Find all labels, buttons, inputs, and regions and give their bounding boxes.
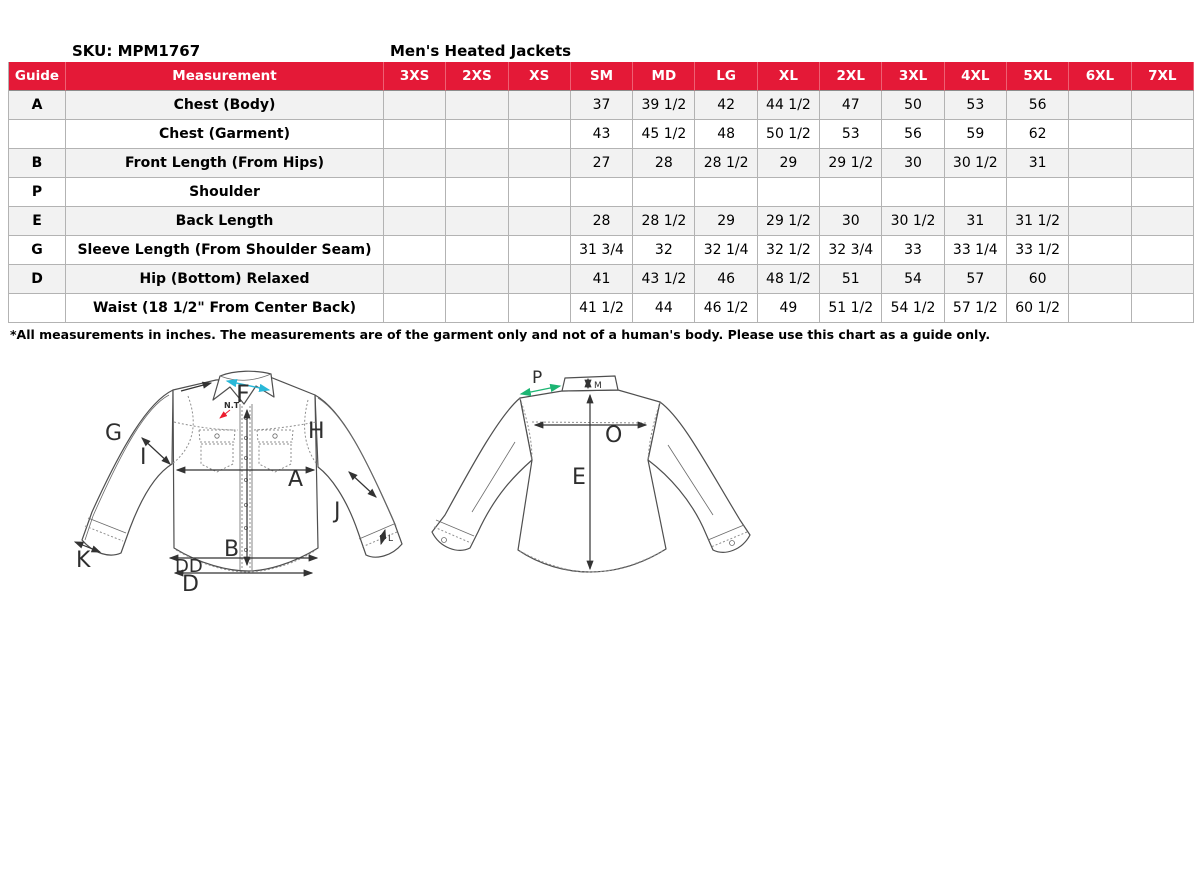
header-row	[9, 62, 1194, 91]
measurement-cell: Front Length (From Hips)	[66, 149, 384, 178]
size-value-cell: 27	[571, 149, 633, 178]
sku-label: SKU: MPM1767	[72, 42, 201, 60]
size-value-cell	[758, 178, 820, 207]
guide-cell: B	[9, 149, 66, 178]
size-value-cell	[384, 236, 446, 265]
column-header-7xl: 7XL	[1132, 62, 1194, 91]
size-value-cell	[446, 120, 508, 149]
table-row	[9, 91, 1194, 120]
size-value-cell: 42	[695, 91, 757, 120]
size-value-cell: 54 1/2	[882, 294, 944, 323]
size-value-cell	[1132, 236, 1194, 265]
size-value-cell: 62	[1007, 120, 1069, 149]
size-value-cell: 53	[820, 120, 882, 149]
size-value-cell	[384, 294, 446, 323]
measurement-cell: Chest (Garment)	[66, 120, 384, 149]
label-h: H	[308, 419, 325, 444]
size-value-cell	[1132, 149, 1194, 178]
size-value-cell: 50	[882, 91, 944, 120]
size-value-cell: 32 1/4	[695, 236, 757, 265]
size-value-cell	[1132, 178, 1194, 207]
size-value-cell: 54	[882, 265, 944, 294]
size-value-cell: 59	[945, 120, 1007, 149]
table-row	[9, 149, 1194, 178]
guide-cell	[9, 294, 66, 323]
size-value-cell: 60	[1007, 265, 1069, 294]
label-k: K	[76, 548, 91, 573]
column-header-guide: Guide	[9, 62, 66, 91]
measurement-cell: Shoulder	[66, 178, 384, 207]
label-dd: DD	[175, 556, 203, 577]
size-value-cell: 30	[882, 149, 944, 178]
label-p: P	[532, 368, 543, 388]
table-row	[9, 178, 1194, 207]
back-jacket-diagram	[420, 360, 780, 610]
size-value-cell	[509, 178, 571, 207]
size-value-cell: 57 1/2	[945, 294, 1007, 323]
size-value-cell	[384, 149, 446, 178]
size-value-cell	[509, 149, 571, 178]
column-header-3xs: 3XS	[384, 62, 446, 91]
guide-cell: G	[9, 236, 66, 265]
size-value-cell	[384, 120, 446, 149]
guide-cell	[9, 120, 66, 149]
size-value-cell: 28	[633, 149, 695, 178]
measurement-cell: Waist (18 1/2" From Center Back)	[66, 294, 384, 323]
size-value-cell	[820, 178, 882, 207]
column-header-2xl: 2XL	[820, 62, 882, 91]
label-i: I	[140, 445, 147, 470]
size-value-cell: 51	[820, 265, 882, 294]
size-value-cell	[1069, 91, 1131, 120]
size-value-cell	[446, 207, 508, 236]
size-value-cell	[384, 207, 446, 236]
size-value-cell	[1069, 207, 1131, 236]
size-value-cell: 31 3/4	[571, 236, 633, 265]
size-value-cell: 44 1/2	[758, 91, 820, 120]
size-value-cell: 37	[571, 91, 633, 120]
column-header-xs: XS	[509, 62, 571, 91]
size-value-cell	[446, 178, 508, 207]
size-value-cell	[1132, 207, 1194, 236]
size-chart-table-wrap	[8, 62, 1194, 323]
measurement-cell: Hip (Bottom) Relaxed	[66, 265, 384, 294]
size-value-cell: 57	[945, 265, 1007, 294]
size-value-cell	[509, 120, 571, 149]
size-value-cell	[1069, 236, 1131, 265]
size-value-cell	[384, 178, 446, 207]
size-value-cell	[945, 178, 1007, 207]
size-value-cell	[695, 178, 757, 207]
size-value-cell: 49	[758, 294, 820, 323]
size-value-cell	[1132, 91, 1194, 120]
size-value-cell	[1069, 265, 1131, 294]
size-value-cell: 43 1/2	[633, 265, 695, 294]
size-value-cell: 30	[820, 207, 882, 236]
size-value-cell	[446, 91, 508, 120]
label-g: G	[105, 421, 123, 446]
size-value-cell: 29	[758, 149, 820, 178]
label-b: B	[224, 537, 240, 562]
measurement-cell: Chest (Body)	[66, 91, 384, 120]
size-value-cell: 33	[882, 236, 944, 265]
size-value-cell: 29 1/2	[820, 149, 882, 178]
size-value-cell: 45 1/2	[633, 120, 695, 149]
size-value-cell	[633, 178, 695, 207]
size-value-cell	[509, 294, 571, 323]
column-header-sm: SM	[571, 62, 633, 91]
size-value-cell	[509, 236, 571, 265]
size-value-cell: 32 3/4	[820, 236, 882, 265]
guide-cell: E	[9, 207, 66, 236]
back-jacket-outline	[432, 376, 750, 572]
column-header-xl: XL	[758, 62, 820, 91]
table-row	[9, 120, 1194, 149]
column-header-md: MD	[633, 62, 695, 91]
size-value-cell	[1069, 178, 1131, 207]
label-j: J	[334, 499, 341, 524]
size-chart-table	[8, 62, 1194, 323]
label-f: F	[236, 380, 250, 408]
size-value-cell: 53	[945, 91, 1007, 120]
label-nt: N.T	[224, 401, 240, 410]
guide-cell: P	[9, 178, 66, 207]
size-value-cell: 29	[695, 207, 757, 236]
size-value-cell	[509, 91, 571, 120]
column-header-2xs: 2XS	[446, 62, 508, 91]
size-value-cell: 31 1/2	[1007, 207, 1069, 236]
size-value-cell: 28	[571, 207, 633, 236]
size-value-cell: 46 1/2	[695, 294, 757, 323]
label-l: L	[388, 534, 394, 544]
size-value-cell	[1132, 265, 1194, 294]
size-value-cell	[1132, 120, 1194, 149]
size-value-cell	[446, 236, 508, 265]
size-value-cell: 28 1/2	[633, 207, 695, 236]
label-d: D	[182, 572, 199, 597]
table-row	[9, 207, 1194, 236]
size-value-cell	[446, 265, 508, 294]
table-row	[9, 236, 1194, 265]
size-value-cell	[571, 178, 633, 207]
size-value-cell: 47	[820, 91, 882, 120]
label-a: A	[288, 467, 304, 492]
guide-cell: D	[9, 265, 66, 294]
guide-cell: A	[9, 91, 66, 120]
column-header-measurement: Measurement	[66, 62, 384, 91]
table-row	[9, 294, 1194, 323]
size-value-cell	[384, 265, 446, 294]
size-value-cell: 31	[945, 207, 1007, 236]
size-value-cell: 48 1/2	[758, 265, 820, 294]
column-header-lg: LG	[695, 62, 757, 91]
size-value-cell: 29 1/2	[758, 207, 820, 236]
measurement-cell: Back Length	[66, 207, 384, 236]
size-value-cell: 43	[571, 120, 633, 149]
page-title: Men's Heated Jackets	[390, 42, 572, 60]
size-value-cell: 60 1/2	[1007, 294, 1069, 323]
size-value-cell: 50 1/2	[758, 120, 820, 149]
size-value-cell: 33 1/4	[945, 236, 1007, 265]
size-value-cell: 32	[633, 236, 695, 265]
table-row	[9, 265, 1194, 294]
size-value-cell: 30 1/2	[882, 207, 944, 236]
size-value-cell: 41	[571, 265, 633, 294]
size-value-cell	[1132, 294, 1194, 323]
label-o: O	[605, 423, 623, 448]
size-value-cell	[1069, 294, 1131, 323]
size-value-cell	[509, 265, 571, 294]
size-value-cell	[446, 294, 508, 323]
label-e: E	[572, 465, 586, 490]
size-value-cell: 56	[882, 120, 944, 149]
size-value-cell: 46	[695, 265, 757, 294]
size-value-cell	[882, 178, 944, 207]
measurement-cell: Sleeve Length (From Shoulder Seam)	[66, 236, 384, 265]
size-value-cell	[1069, 120, 1131, 149]
front-jacket-diagram	[60, 360, 420, 610]
footnote: *All measurements in inches. The measurements are of the garment only and not of a human's body. Please use this chart as a guide only.	[10, 327, 991, 342]
column-header-5xl: 5XL	[1007, 62, 1069, 91]
size-value-cell: 41 1/2	[571, 294, 633, 323]
label-m: M	[594, 381, 602, 391]
size-value-cell: 51 1/2	[820, 294, 882, 323]
size-value-cell	[509, 207, 571, 236]
column-header-3xl: 3XL	[882, 62, 944, 91]
column-header-4xl: 4XL	[945, 62, 1007, 91]
size-value-cell: 28 1/2	[695, 149, 757, 178]
size-value-cell: 32 1/2	[758, 236, 820, 265]
size-value-cell: 39 1/2	[633, 91, 695, 120]
size-value-cell	[1007, 178, 1069, 207]
column-header-6xl: 6XL	[1069, 62, 1131, 91]
size-value-cell	[446, 149, 508, 178]
size-value-cell: 48	[695, 120, 757, 149]
size-value-cell: 30 1/2	[945, 149, 1007, 178]
size-value-cell: 44	[633, 294, 695, 323]
size-value-cell	[384, 91, 446, 120]
size-value-cell: 31	[1007, 149, 1069, 178]
size-value-cell: 33 1/2	[1007, 236, 1069, 265]
size-value-cell: 56	[1007, 91, 1069, 120]
size-value-cell	[1069, 149, 1131, 178]
